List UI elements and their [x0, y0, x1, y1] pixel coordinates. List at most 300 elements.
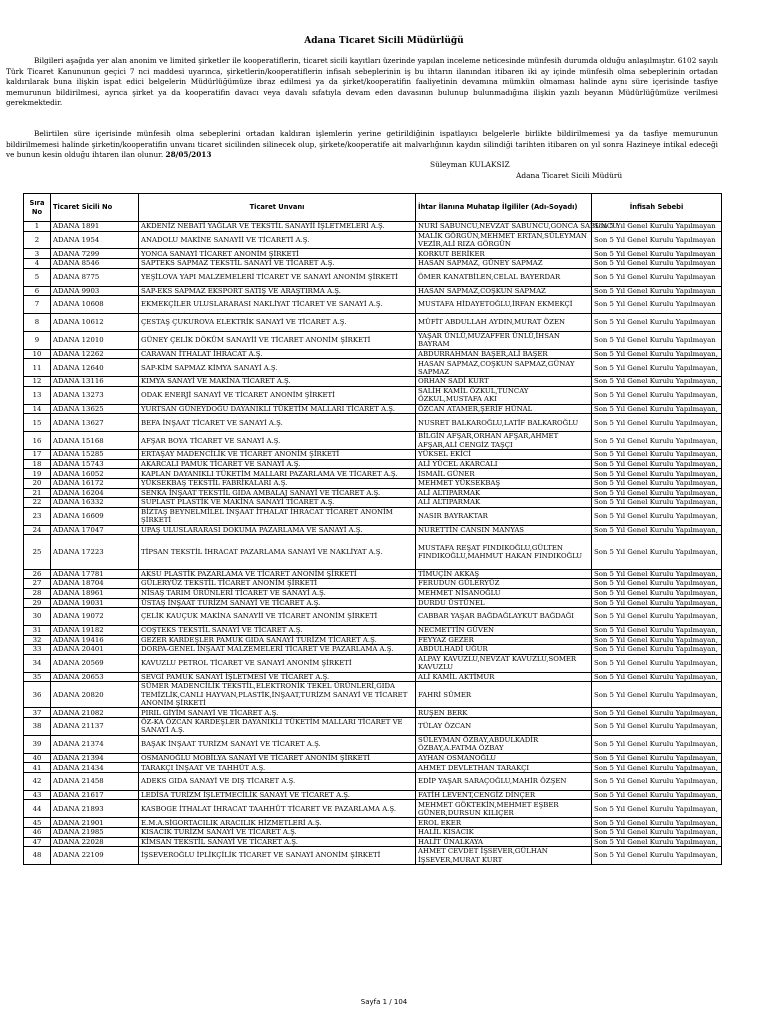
table-row	[24, 800, 722, 818]
cell-ilgililer: HASAN SAPMAZ,COŞKUN SAPMAZ	[416, 286, 592, 296]
cell-sira-no: 1	[24, 222, 51, 232]
cell-unvan: SÜMER MADENCİLİK TEKSTİL,ELEKTRONİK TEKEL ÜRÜNLERİ,GIDA TEMİZLİK,CANLI HAYVAN,PLASTİK,İNŞAAT,TURİZM SANAYİ VE TİCARET ANONİM ŞİRKETİ	[139, 682, 416, 708]
cell-ilgililer: YÜKSEL EKİCİ	[416, 450, 592, 460]
cell-sicil-no: ADANA 18704	[51, 579, 139, 589]
cell-unvan: ODAK ENERJİ SANAYİ VE TİCARET ANONİM ŞİRKETİ	[139, 386, 416, 404]
cell-ilgililer: YAŞAR ÜNLÜ,MUZAFFER ÜNLÜ,İHSAN BAYRAM	[416, 331, 592, 349]
cell-sicil-no: ADANA 12010	[51, 331, 139, 349]
cell-sicil-no: ADANA 19072	[51, 608, 139, 626]
cell-sicil-no: ADANA 21893	[51, 800, 139, 818]
cell-sira-no: 34	[24, 654, 51, 672]
cell-ilgililer: ÖMER KANATBİLEN,CELAL BAYERDAR	[416, 268, 592, 286]
table-row	[24, 231, 722, 249]
cell-sira-no: 6	[24, 286, 51, 296]
cell-infisah-sebebi: Son 5 Yıl Genel Kurulu Yapılmayan	[592, 249, 722, 259]
cell-ilgililer: MUSTAFA REŞAT FINDIKOĞLU,GÜLTEN FINDIKOĞLU,MAHMUT HAKAN FINDIKOĞLU	[416, 535, 592, 570]
cell-sicil-no: ADANA 15285	[51, 450, 139, 460]
cell-infisah-sebebi: Son 5 Yıl Genel Kurulu Yapılmayan,	[592, 404, 722, 414]
cell-unvan: ÜSTAŞ İNŞAAT TURİZM SANAYİ VE TİCARET A.Ş.	[139, 598, 416, 608]
cell-sira-no: 11	[24, 359, 51, 377]
table-row	[24, 625, 722, 635]
table-row	[24, 478, 722, 488]
cell-sicil-no: ADANA 9903	[51, 286, 139, 296]
table-row	[24, 579, 722, 589]
cell-sicil-no: ADANA 13625	[51, 404, 139, 414]
table-row	[24, 450, 722, 460]
cell-sira-no: 38	[24, 718, 51, 736]
cell-sicil-no: ADANA 15168	[51, 432, 139, 450]
table-row	[24, 672, 722, 682]
cell-sicil-no: ADANA 13627	[51, 414, 139, 432]
cell-sira-no: 8	[24, 314, 51, 332]
cell-sira-no: 45	[24, 818, 51, 828]
cell-unvan: YEŞİLOVA YAPI MALZEMELERİ TİCARET VE SANAYİ ANONİM ŞİRKETİ	[139, 268, 416, 286]
cell-sira-no: 4	[24, 259, 51, 269]
cell-sira-no: 19	[24, 469, 51, 479]
cell-sira-no: 26	[24, 569, 51, 579]
cell-sicil-no: ADANA 16172	[51, 478, 139, 488]
cell-sira-no: 21	[24, 488, 51, 498]
table-row	[24, 847, 722, 865]
cell-infisah-sebebi: Son 5 Yıl Genel Kurulu Yapılmayan,	[592, 598, 722, 608]
cell-sicil-no: ADANA 21985	[51, 827, 139, 837]
cell-infisah-sebebi: Son 5 Yıl Genel Kurulu Yapılmayan,	[592, 386, 722, 404]
cell-infisah-sebebi: Son 5 Yıl Genel Kurulu Yapılmayan,	[592, 569, 722, 579]
cell-unvan: KAVUZLU PETROL TİCARET VE SANAYİ ANONİM ŞİRKETİ	[139, 654, 416, 672]
cell-ilgililer: İSMAİL GÜNER	[416, 469, 592, 479]
cell-sira-no: 31	[24, 625, 51, 635]
table-row	[24, 608, 722, 626]
cell-unvan: KISACIK TURİZM SANAYİ VE TİCARET A.Ş.	[139, 827, 416, 837]
cell-sira-no: 14	[24, 404, 51, 414]
cell-infisah-sebebi: Son 5 Yıl Genel Kurulu Yapılmayan,	[592, 625, 722, 635]
cell-infisah-sebebi: Son 5 Yıl Genel Kurulu Yapılmayan,	[592, 459, 722, 469]
cell-unvan: ANADOLU MAKİNE SANAYİİ VE TİCARETİ A.Ş.	[139, 231, 416, 249]
cell-sira-no: 47	[24, 837, 51, 847]
cell-sira-no: 32	[24, 635, 51, 645]
cell-sicil-no: ADANA 19182	[51, 625, 139, 635]
cell-unvan: EKMEKÇİLER ULUSLARARASI NAKLİYAT TİCARET VE SANAYİ A.Ş.	[139, 296, 416, 314]
table-row	[24, 598, 722, 608]
table-row	[24, 718, 722, 736]
cell-unvan: KAPLAN DAYANIKLI TÜKETİM MALLARI PAZARLAMA VE TİCARET A.Ş.	[139, 469, 416, 479]
table-row	[24, 259, 722, 269]
cell-sicil-no: ADANA 12640	[51, 359, 139, 377]
table-row	[24, 654, 722, 672]
cell-sicil-no: ADANA 17781	[51, 569, 139, 579]
cell-unvan: GEZER KARDEŞLER PAMUK GIDA SANAYİ TURİZM TİCARET A.Ş.	[139, 635, 416, 645]
table-body	[24, 222, 722, 865]
table-row	[24, 469, 722, 479]
cell-ilgililer: HASAN SAPMAZ, GÜNEY SAPMAZ	[416, 259, 592, 269]
table-row	[24, 349, 722, 359]
cell-ilgililer: HALİL KISACIK	[416, 827, 592, 837]
cell-sicil-no: ADANA 16204	[51, 488, 139, 498]
notice-paragraph: Bilgileri aşağıda yer alan anonim ve limited şirketler ile kooperatiflerin, ticaret sicili kayıtları üzerinde yapılan inceleme neticesinde münfesih durumda olduğu anlaşılmıştır. 6102 sayılı Türk Ticaret Kanununun geçici 7 nci maddesi uyarınca, şirketlerin/kooperatiflerin infisah sebeplerinin iş bu ihtarın ilanından itibaren iki ay içinde münfesih olma sebeplerinin ortadan kaldırılarak buna ilişkin ispat edici belgelerin Müdürlüğümüze ibraz edilmesi ya da şirket/kooperatifin faaliyetinin devamına mümkün olmaması halinde aynı süre içerisinde tasfiye memurunun bildirilmesi, ayrıca şirket ya da kooperatifin davacı veya davalı sıfatıyla devam eden davasının bulunup bulunmadığına ilişkin yazılı beyanın Müdürlüğümüze verilmesi gerekmektedir.	[6, 56, 718, 108]
cell-sira-no: 35	[24, 672, 51, 682]
cell-sicil-no: ADANA 20569	[51, 654, 139, 672]
cell-ilgililer: ALİ KAMİL AKTİMUR	[416, 672, 592, 682]
cell-unvan: TARAKÇI İNŞAAT VE TAHHÜT A.Ş.	[139, 763, 416, 773]
cell-infisah-sebebi: Son 5 Yıl Genel Kurulu Yapılmayan,	[592, 377, 722, 387]
cell-sicil-no: ADANA 1954	[51, 231, 139, 249]
cell-sira-no: 3	[24, 249, 51, 259]
cell-sicil-no: ADANA 22028	[51, 837, 139, 847]
table-row	[24, 377, 722, 387]
table-row	[24, 827, 722, 837]
cell-unvan: AKSU PLASTİK PAZARLAMA VE TİCARET ANONİM ŞİRKETİ	[139, 569, 416, 579]
cell-unvan: UPAŞ ULUSLARARASI DOKUMA PAZARLAMA VE SANAYİ A.Ş.	[139, 525, 416, 535]
table-row	[24, 414, 722, 432]
cell-sira-no: 13	[24, 386, 51, 404]
cell-infisah-sebebi: Son 5 Yıl Genel Kurulu Yapılmayan,	[592, 827, 722, 837]
cell-sira-no: 27	[24, 579, 51, 589]
table-row	[24, 331, 722, 349]
cell-ilgililer: SALİH KAMİL ÖZKUL,TUNCAY ÖZKUL,MUSTAFA AKI	[416, 386, 592, 404]
cell-infisah-sebebi: Son 5 Yıl Genel Kurulu Yapılmayan,	[592, 682, 722, 708]
signature-role: Adana Ticaret Sicili Müdürü	[516, 171, 623, 180]
table-row	[24, 404, 722, 414]
cell-ilgililer: FATİH LEVENT,CENGİZ DİNÇER	[416, 790, 592, 800]
table-row	[24, 432, 722, 450]
cell-infisah-sebebi: Son 5 Yıl Genel Kurulu Yapılmayan,	[592, 847, 722, 865]
warning-paragraph	[6, 129, 718, 161]
cell-ilgililer: ALİ YÜCEL AKARCALI	[416, 459, 592, 469]
cell-sira-no: 41	[24, 763, 51, 773]
table-row	[24, 268, 722, 286]
header-sicil-no: Ticaret Sicili No	[51, 194, 139, 222]
cell-infisah-sebebi: Son 5 Yıl Genel Kurulu Yapılmayan	[592, 296, 722, 314]
cell-sira-no: 40	[24, 753, 51, 763]
cell-sicil-no: ADANA 16332	[51, 498, 139, 508]
cell-sira-no: 9	[24, 331, 51, 349]
cell-sira-no: 10	[24, 349, 51, 359]
cell-sira-no: 46	[24, 827, 51, 837]
cell-infisah-sebebi: Son 5 Yıl Genel Kurulu Yapılmayan,	[592, 488, 722, 498]
cell-sicil-no: ADANA 20820	[51, 682, 139, 708]
cell-infisah-sebebi: Son 5 Yıl Genel Kurulu Yapılmayan	[592, 286, 722, 296]
cell-ilgililer: HALİT ÜNALKAYA	[416, 837, 592, 847]
cell-sicil-no: ADANA 16052	[51, 469, 139, 479]
cell-sicil-no: ADANA 21394	[51, 753, 139, 763]
table-row	[24, 386, 722, 404]
cell-ilgililer: MALİK GÖRGÜN,MEHMET ERTAN,SÜLEYMAN VEZİR,ALİ RIZA GÖRGÜN	[416, 231, 592, 249]
cell-ilgililer: ORHAN SADİ KURT	[416, 377, 592, 387]
cell-sira-no: 36	[24, 682, 51, 708]
cell-ilgililer: TÜLAY ÖZCAN	[416, 718, 592, 736]
cell-ilgililer: MEHMET GÖKTEKİN,MEHMET EŞBER GÜNER,DURSUN KILIÇER	[416, 800, 592, 818]
cell-unvan: YÜKSEKBAŞ TEKSTİL FABRİKALARI A.Ş.	[139, 478, 416, 488]
cell-ilgililer: HASAN SAPMAZ,COŞKUN SAPMAZ,GÜNAY SAPMAZ	[416, 359, 592, 377]
cell-sicil-no: ADANA 13273	[51, 386, 139, 404]
table-row	[24, 459, 722, 469]
cell-infisah-sebebi: Son 5 Yıl Genel Kurulu Yapılmayan,	[592, 708, 722, 718]
cell-unvan: E.M.A.SİGORTACILIK ARACILIK HİZMETLERİ A.Ş.	[139, 818, 416, 828]
header-unvan: Ticaret Unvanı	[139, 194, 416, 222]
cell-unvan: ÖZ-KA ÖZCAN KARDEŞLER DAYANIKLI TÜKETİM MALLARI TİCARET VE SANAYİ A.Ş.	[139, 718, 416, 736]
table-row	[24, 635, 722, 645]
table-row	[24, 314, 722, 332]
cell-sicil-no: ADANA 15743	[51, 459, 139, 469]
cell-sicil-no: ADANA 8546	[51, 259, 139, 269]
cell-ilgililer: FEYYAZ GEZER	[416, 635, 592, 645]
cell-ilgililer: BİLGİN AFŞAR,ORHAN AFŞAR,AHMET AFŞAR,ALİ CENGİZ TAŞÇI	[416, 432, 592, 450]
cell-infisah-sebebi: Son 5 Yıl Genel Kurulu Yapılmayan,	[592, 790, 722, 800]
warning-text: Belirtilen süre içerisinde münfesih olma sebeplerini ortadan kaldıran işlemlerin yerine getirildiğinin ispatlayıcı belgelerle birlikte bildirilmemesi ya da tasfiye memurunun bildirilmemesi halinde şirketin/kooperatifin unvanı ticaret sicilinden silinecek olup, şirkete/kooperatife ait malvarlığının kaydın silindiği tarihten itibaren on yıl sonra Hazineye intikal edeceği ve bunun kesin olduğu ihtaren ilan olunur.	[6, 129, 718, 160]
table-row	[24, 753, 722, 763]
cell-sira-no: 20	[24, 478, 51, 488]
cell-unvan: ADEKS GIDA SANAYİ VE DIŞ TİCARET A.Ş.	[139, 773, 416, 791]
cell-unvan: KİMSAN TEKSTİL SANAYİ VE TİCARET A.Ş.	[139, 837, 416, 847]
cell-sira-no: 30	[24, 608, 51, 626]
table-row	[24, 645, 722, 655]
cell-infisah-sebebi: Son 5 Yıl Genel Kurulu Yapılmayan,	[592, 654, 722, 672]
cell-infisah-sebebi: Son 5 Yıl Genel Kurulu Yapılmayan,	[592, 469, 722, 479]
cell-unvan: AKARCALI PAMUK TİCARET VE SANAYİ A.Ş.	[139, 459, 416, 469]
cell-infisah-sebebi: Son 5 Yıl Genel Kurulu Yapılmayan,	[592, 478, 722, 488]
cell-sicil-no: ADANA 21082	[51, 708, 139, 718]
cell-infisah-sebebi: Son 5 Yıl Genel Kurulu Yapılmayan	[592, 331, 722, 349]
cell-infisah-sebebi: Son 5 Yıl Genel Kurulu Yapılmayan,	[592, 763, 722, 773]
company-table	[23, 193, 722, 865]
cell-sira-no: 16	[24, 432, 51, 450]
cell-sicil-no: ADANA 10612	[51, 314, 139, 332]
cell-sira-no: 22	[24, 498, 51, 508]
cell-infisah-sebebi: Son 5 Yıl Genel Kurulu Yapılmayan	[592, 222, 722, 232]
cell-sicil-no: ADANA 21901	[51, 818, 139, 828]
cell-unvan: SAP-EKS SAPMAZ EKSPORT SATIŞ VE ARAŞTIRMA A.Ş.	[139, 286, 416, 296]
cell-unvan: KIMYA SANAYİ VE MAKİNA TİCARET A.Ş.	[139, 377, 416, 387]
cell-infisah-sebebi: Son 5 Yıl Genel Kurulu Yapılmayan,	[592, 672, 722, 682]
cell-infisah-sebebi: Son 5 Yıl Genel Kurulu Yapılmayan,	[592, 525, 722, 535]
table-row	[24, 790, 722, 800]
cell-sira-no: 12	[24, 377, 51, 387]
cell-ilgililer: MÜFİT ABDULLAH AYDIN,MURAT ÖZEN	[416, 314, 592, 332]
cell-infisah-sebebi: Son 5 Yıl Genel Kurulu Yapılmayan,	[592, 498, 722, 508]
header-ilgililer: İhtar İlanına Muhatap İlgililer (Adı-Soyadı)	[416, 194, 592, 222]
cell-infisah-sebebi: Son 5 Yıl Genel Kurulu Yapılmayan,	[592, 753, 722, 763]
table-row	[24, 498, 722, 508]
cell-sicil-no: ADANA 21458	[51, 773, 139, 791]
cell-unvan: İŞSEVEROĞLU İPLİKÇİLİK TİCARET VE SANAYİ ANONİM ŞİRKETİ	[139, 847, 416, 865]
cell-ilgililer: AHMET CEVDET İŞSEVER,GÜLHAN İŞSEVER,MURAT KURT	[416, 847, 592, 865]
table-row	[24, 588, 722, 598]
cell-infisah-sebebi: Son 5 Yıl Genel Kurulu Yapılmayan,	[592, 432, 722, 450]
cell-ilgililer: NECMETTİN GÜVEN	[416, 625, 592, 635]
cell-infisah-sebebi: Son 5 Yıl Genel Kurulu Yapılmayan,	[592, 507, 722, 525]
cell-infisah-sebebi: Son 5 Yıl Genel Kurulu Yapılmayan,	[592, 735, 722, 753]
cell-sicil-no: ADANA 21617	[51, 790, 139, 800]
cell-infisah-sebebi: Son 5 Yıl Genel Kurulu Yapılmayan	[592, 231, 722, 249]
cell-ilgililer: RUŞEN BERK	[416, 708, 592, 718]
announcement-date: 28/05/2013	[165, 150, 212, 160]
cell-unvan: SUPLAST PLASTİK VE MAKİNA SANAYİ TİCARET A.Ş.	[139, 498, 416, 508]
cell-sicil-no: ADANA 1891	[51, 222, 139, 232]
table-row	[24, 773, 722, 791]
cell-sicil-no: ADANA 22109	[51, 847, 139, 865]
table-row	[24, 569, 722, 579]
cell-ilgililer: ABDURRAHMAN BAŞER,ALİ BAŞER	[416, 349, 592, 359]
cell-unvan: NİSAŞ TARIM ÜRÜNLERİ TİCARET VE SANAYİ A.Ş.	[139, 588, 416, 598]
table-row	[24, 359, 722, 377]
table-row	[24, 525, 722, 535]
cell-unvan: SEVGİ PAMUK SANAYİ İŞLETMESİ VE TİCARET A.Ş.	[139, 672, 416, 682]
cell-sicil-no: ADANA 16609	[51, 507, 139, 525]
cell-sira-no: 5	[24, 268, 51, 286]
cell-sicil-no: ADANA 21137	[51, 718, 139, 736]
cell-sicil-no: ADANA 17223	[51, 535, 139, 570]
cell-sira-no: 42	[24, 773, 51, 791]
cell-infisah-sebebi: Son 5 Yıl Genel Kurulu Yapılmayan,	[592, 579, 722, 589]
cell-sira-no: 39	[24, 735, 51, 753]
cell-infisah-sebebi: Son 5 Yıl Genel Kurulu Yapılmayan	[592, 314, 722, 332]
cell-ilgililer: FERUDUN GÜLERYÜZ	[416, 579, 592, 589]
cell-sira-no: 28	[24, 588, 51, 598]
cell-sicil-no: ADANA 21434	[51, 763, 139, 773]
cell-ilgililer: NURETTİN CANSIN MANYAS	[416, 525, 592, 535]
cell-unvan: BEFA İNŞAAT TİCARET VE SANAYİ A.Ş.	[139, 414, 416, 432]
cell-ilgililer: ALİ ALTIPARMAK	[416, 498, 592, 508]
cell-sicil-no: ADANA 19416	[51, 635, 139, 645]
cell-sira-no: 33	[24, 645, 51, 655]
cell-unvan: ERTAŞAY MADENCİLİK VE TİCARET ANONİM ŞİRKETİ	[139, 450, 416, 460]
cell-unvan: LEDİSA TURİZM İŞLETMECİLİK SANAYİ VE TİCARET A.Ş.	[139, 790, 416, 800]
cell-unvan: YONCA SANAYİ TİCARET ANONİM ŞİRKETİ	[139, 249, 416, 259]
cell-ilgililer: KORKUT BERİKER	[416, 249, 592, 259]
cell-ilgililer: ÖZCAN ATAMER,ŞERİF HÜNAL	[416, 404, 592, 414]
cell-infisah-sebebi: Son 5 Yıl Genel Kurulu Yapılmayan,	[592, 608, 722, 626]
cell-sira-no: 15	[24, 414, 51, 432]
cell-infisah-sebebi: Son 5 Yıl Genel Kurulu Yapılmayan,	[592, 837, 722, 847]
cell-unvan: PIRIL GİYİM SANAYİ VE TİCARET A.Ş.	[139, 708, 416, 718]
cell-unvan: OSMANOĞLU MOBİLYA SANAYİ VE TİCARET ANONİM ŞİRKETİ	[139, 753, 416, 763]
cell-sicil-no: ADANA 10608	[51, 296, 139, 314]
cell-ilgililer: AHMET DEVLETHAN TARAKÇI	[416, 763, 592, 773]
cell-unvan: GÜLERYÜZ TEKSTİL TİCARET ANONİM ŞİRKETİ	[139, 579, 416, 589]
cell-ilgililer: MEHMET NİSANOĞLU	[416, 588, 592, 598]
cell-sicil-no: ADANA 8775	[51, 268, 139, 286]
cell-sira-no: 23	[24, 507, 51, 525]
table-row	[24, 249, 722, 259]
table-header-row	[24, 194, 722, 222]
table-row	[24, 535, 722, 570]
cell-unvan: KASBOGE İTHALAT İHRACAT TAAHHÜT TİCARET VE PAZARLAMA A.Ş.	[139, 800, 416, 818]
cell-sicil-no: ADANA 20401	[51, 645, 139, 655]
cell-infisah-sebebi: Son 5 Yıl Genel Kurulu Yapılmayan	[592, 259, 722, 269]
cell-sicil-no: ADANA 20653	[51, 672, 139, 682]
cell-infisah-sebebi: Son 5 Yıl Genel Kurulu Yapılmayan,	[592, 588, 722, 598]
cell-infisah-sebebi: Son 5 Yıl Genel Kurulu Yapılmayan,	[592, 718, 722, 736]
cell-sira-no: 7	[24, 296, 51, 314]
cell-ilgililer: EROL EKER	[416, 818, 592, 828]
header-sira-no: Sıra No	[24, 194, 51, 222]
cell-sira-no: 44	[24, 800, 51, 818]
cell-ilgililer: TİMUÇİN AKKAŞ	[416, 569, 592, 579]
cell-sira-no: 17	[24, 450, 51, 460]
cell-sicil-no: ADANA 19031	[51, 598, 139, 608]
cell-unvan: TİPSAN TEKSTİL İHRACAT PAZARLAMA SANAYİ VE NAKLİYAT A.Ş.	[139, 535, 416, 570]
cell-sira-no: 18	[24, 459, 51, 469]
cell-sira-no: 48	[24, 847, 51, 865]
table-row	[24, 286, 722, 296]
cell-sira-no: 2	[24, 231, 51, 249]
cell-ilgililer: NURİ SABUNCU,NEVZAT SABUNCU,GONCA SABUNCU	[416, 222, 592, 232]
table-row	[24, 837, 722, 847]
cell-ilgililer: FAHRİ SÜMER	[416, 682, 592, 708]
cell-unvan: GÜNEY ÇELİK DÖKÜM SANAYİİ VE TİCARET ANONİM ŞİRKETİ	[139, 331, 416, 349]
cell-infisah-sebebi: Son 5 Yıl Genel Kurulu Yapılmayan,	[592, 818, 722, 828]
cell-sira-no: 29	[24, 598, 51, 608]
cell-ilgililer: DURDU ÜSTÜNEL	[416, 598, 592, 608]
cell-ilgililer: ALPAY KAVUZLU,NEVZAT KAVUZLU,SOMER KAVUZLU	[416, 654, 592, 672]
cell-sira-no: 43	[24, 790, 51, 800]
cell-infisah-sebebi: Son 5 Yıl Genel Kurulu Yapılmayan,	[592, 359, 722, 377]
cell-sicil-no: ADANA 18961	[51, 588, 139, 598]
cell-sira-no: 25	[24, 535, 51, 570]
cell-ilgililer: AYHAN OSMANOĞLU	[416, 753, 592, 763]
table-row	[24, 763, 722, 773]
cell-unvan: DORPA-GENEL İNŞAAT MALZEMELERİ TİCARET VE PAZARLAMA A.Ş.	[139, 645, 416, 655]
cell-sicil-no: ADANA 13116	[51, 377, 139, 387]
cell-sicil-no: ADANA 7299	[51, 249, 139, 259]
cell-unvan: SAP-KİM SAPMAZ KİMYA SANAYİ A.Ş.	[139, 359, 416, 377]
cell-unvan: ÇESTAŞ ÇUKUROVA ELEKTRİK SANAYİ VE TİCARET A.Ş.	[139, 314, 416, 332]
cell-infisah-sebebi: Son 5 Yıl Genel Kurulu Yapılmayan,	[592, 800, 722, 818]
table-row	[24, 735, 722, 753]
table-row	[24, 488, 722, 498]
cell-infisah-sebebi: Son 5 Yıl Genel Kurulu Yapılmayan,	[592, 450, 722, 460]
table-row	[24, 708, 722, 718]
cell-infisah-sebebi: Son 5 Yıl Genel Kurulu Yapılmayan,	[592, 645, 722, 655]
cell-unvan: CARAVAN İTHALAT İHRACAT A.Ş.	[139, 349, 416, 359]
cell-unvan: BAŞAK İNŞAAT TURİZM SANAYİ VE TİCARET A.Ş.	[139, 735, 416, 753]
page-number: Sayfa 1 / 104	[360, 998, 408, 1006]
cell-unvan: COŞTEKS TEKSTİL SANAYİ VE TİCARET A.Ş.	[139, 625, 416, 635]
cell-sicil-no: ADANA 17047	[51, 525, 139, 535]
table-row	[24, 682, 722, 708]
cell-unvan: SAPTEKS SAPMAZ TEKSTİL SANAYİ VE TİCARET A.Ş.	[139, 259, 416, 269]
cell-ilgililer: EDİP YAŞAR SARAÇOĞLU,MAHİR ÖZŞEN	[416, 773, 592, 791]
cell-ilgililer: ALİ ALTIPARMAK	[416, 488, 592, 498]
cell-infisah-sebebi: Son 5 Yıl Genel Kurulu Yapılmayan,	[592, 535, 722, 570]
cell-infisah-sebebi: Son 5 Yıl Genel Kurulu Yapılmayan,	[592, 414, 722, 432]
cell-ilgililer: CABBAR YAŞAR BAĞDAĞLAYKUT BAĞDAĞI	[416, 608, 592, 626]
cell-sira-no: 37	[24, 708, 51, 718]
signature-name: Süleyman KULAKSIZ	[430, 160, 510, 169]
cell-ilgililer: MUSTAFA HİDAYETOĞLU,İRFAN EKMEKÇİ	[416, 296, 592, 314]
cell-unvan: YURTSAN GÜNEYDOĞU DAYANIKLI TÜKETİM MALLARI TİCARET A.Ş.	[139, 404, 416, 414]
table-row	[24, 818, 722, 828]
cell-unvan: SENKA İNŞAAT TEKSTİL GIDA AMBALAJ SANAYİ VE TİCARET A.Ş.	[139, 488, 416, 498]
cell-unvan: BİZTAŞ BEYNELMİLEL İNŞAAT İTHALAT İHRACAT TİCARET ANONİM ŞİRKETİ	[139, 507, 416, 525]
cell-sira-no: 24	[24, 525, 51, 535]
cell-sicil-no: ADANA 12262	[51, 349, 139, 359]
table-row	[24, 222, 722, 232]
table-row	[24, 507, 722, 525]
cell-ilgililer: ABDULHADİ UĞUR	[416, 645, 592, 655]
cell-infisah-sebebi: Son 5 Yıl Genel Kurulu Yapılmayan,	[592, 773, 722, 791]
cell-ilgililer: MEHMET YÜKSEKBAŞ	[416, 478, 592, 488]
cell-ilgililer: NUSRET BALKAROĞLU,LATİF BALKAROĞLU	[416, 414, 592, 432]
cell-unvan: AKDENİZ NEBATİ YAĞLAR VE TEKSTİL SANAYİİ İŞLETMELERİ A.Ş.	[139, 222, 416, 232]
header-infisah-sebebi: İnfisah Sebebi	[592, 194, 722, 222]
cell-sicil-no: ADANA 21374	[51, 735, 139, 753]
cell-infisah-sebebi: Son 5 Yıl Genel Kurulu Yapılmayan,	[592, 635, 722, 645]
cell-infisah-sebebi: Son 5 Yıl Genel Kurulu Yapılmayan,	[592, 349, 722, 359]
cell-ilgililer: SÜLEYMAN ÖZBAY,ABDULKADİR ÖZBAY,A.FATMA ÖZBAY	[416, 735, 592, 753]
cell-unvan: ÇELİK KAUÇUK MAKİNA SANAYİİ VE TİCARET ANONİM ŞİRKETİ	[139, 608, 416, 626]
cell-infisah-sebebi: Son 5 Yıl Genel Kurulu Yapılmayan	[592, 268, 722, 286]
